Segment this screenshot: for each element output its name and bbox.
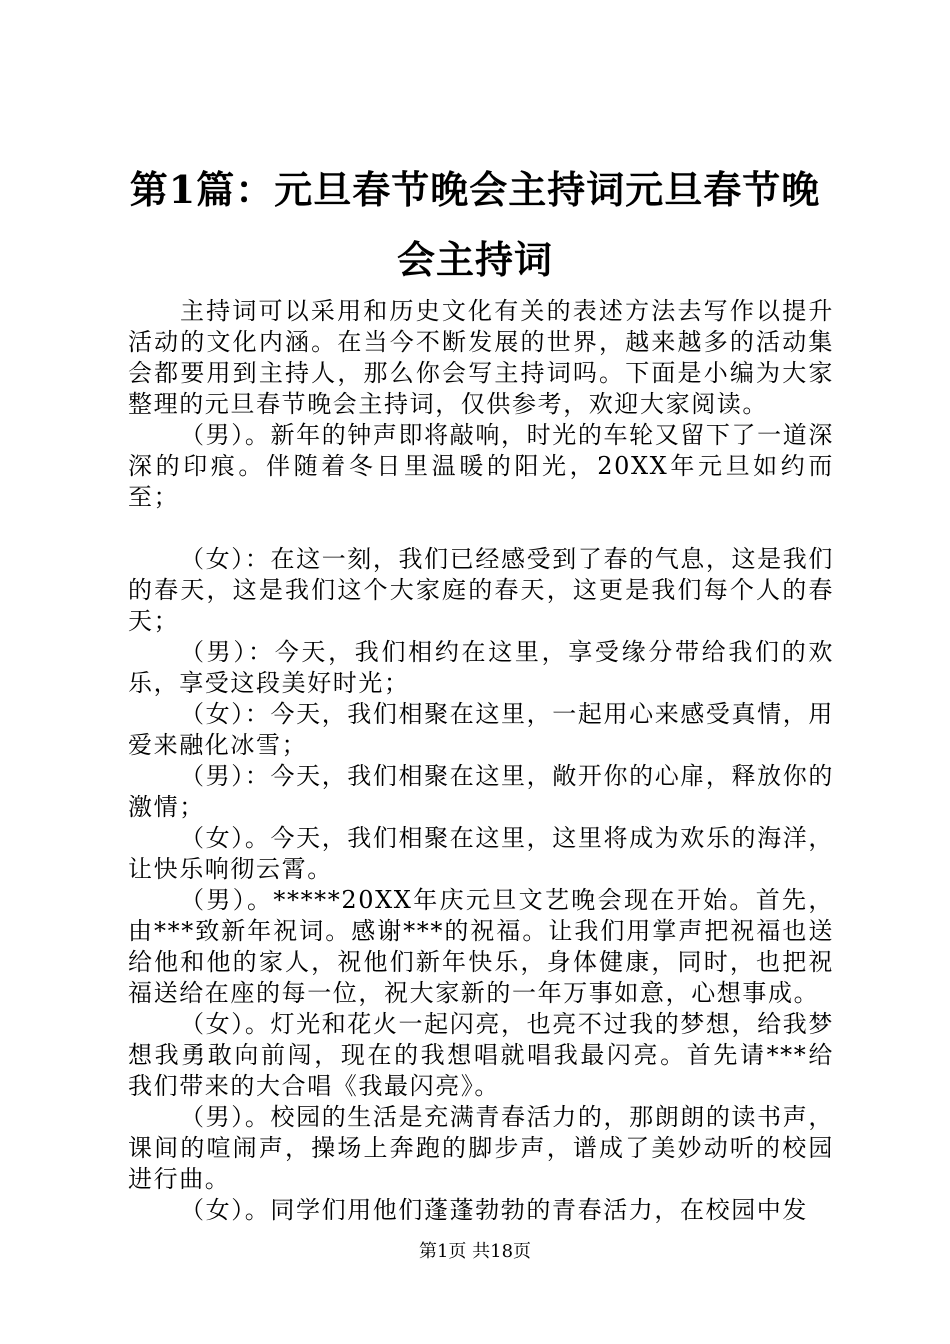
document-title: 第1篇：元旦春节晚会主持词元旦春节晚会主持词 [129, 167, 821, 282]
document-body [128, 296, 834, 1226]
page-number-footer: 第1页 共18页 [418, 1241, 532, 1262]
paragraph-male-2: （男）：今天，我们相约在这里，享受缘分带给我们的欢乐，享受这段美好时光； [128, 638, 834, 697]
paragraph-female-2: （女）：今天，我们相聚在这里，一起用心来感受真情，用爱来融化冰雪； [128, 700, 834, 759]
paragraph-male-5: （男）。校园的生活是充满青春活力的，那朗朗的读书声，课间的喧闹声，操场上奔跑的脚步声，谱成了美妙动听的校园进行曲。 [128, 1103, 834, 1193]
paragraph-male-3: （男）：今天，我们相聚在这里，敞开你的心扉，释放你的激情； [128, 762, 834, 821]
paragraph-female-1: （女）：在这一刻，我们已经感受到了春的气息，这是我们的春天，这是我们这个大家庭的春天，这更是我们每个人的春天； [128, 545, 834, 635]
paragraph-female-3: （女）。今天，我们相聚在这里，这里将成为欢乐的海洋，让快乐响彻云霄。 [128, 824, 834, 883]
paragraph-female-4: （女）。灯光和花火一起闪亮，也亮不过我的梦想，给我梦想我勇敢向前闯，现在的我想唱就唱我最闪亮。首先请***给我们带来的大合唱《我最闪亮》。 [128, 1010, 834, 1100]
paragraph-male-1: （男）。新年的钟声即将敲响，时光的车轮又留下了一道深深的印痕。伴随着冬日里温暖的阳光，20XX年元旦如约而至； [128, 421, 834, 511]
paragraph-intro: 主持词可以采用和历史文化有关的表述方法去写作以提升活动的文化内涵。在当今不断发展的世界，越来越多的活动集会都要用到主持人，那么你会写主持词吗。下面是小编为大家整理的元旦春节晚会主持词，仅供参考，欢迎大家阅读。 [128, 297, 834, 418]
paragraph-male-4: （男）。*****20XX年庆元旦文艺晚会现在开始。首先，由***致新年祝词。感谢***的祝福。让我们用掌声把祝福也送给他和他的家人，祝他们新年快乐，身体健康，同时，也把祝福送给在座的每一位，祝大家新的一年万事如意，心想事成。 [128, 886, 834, 1007]
paragraph-female-5: （女）。同学们用他们蓬蓬勃勃的青春活力，在校园中发 [180, 1196, 808, 1224]
